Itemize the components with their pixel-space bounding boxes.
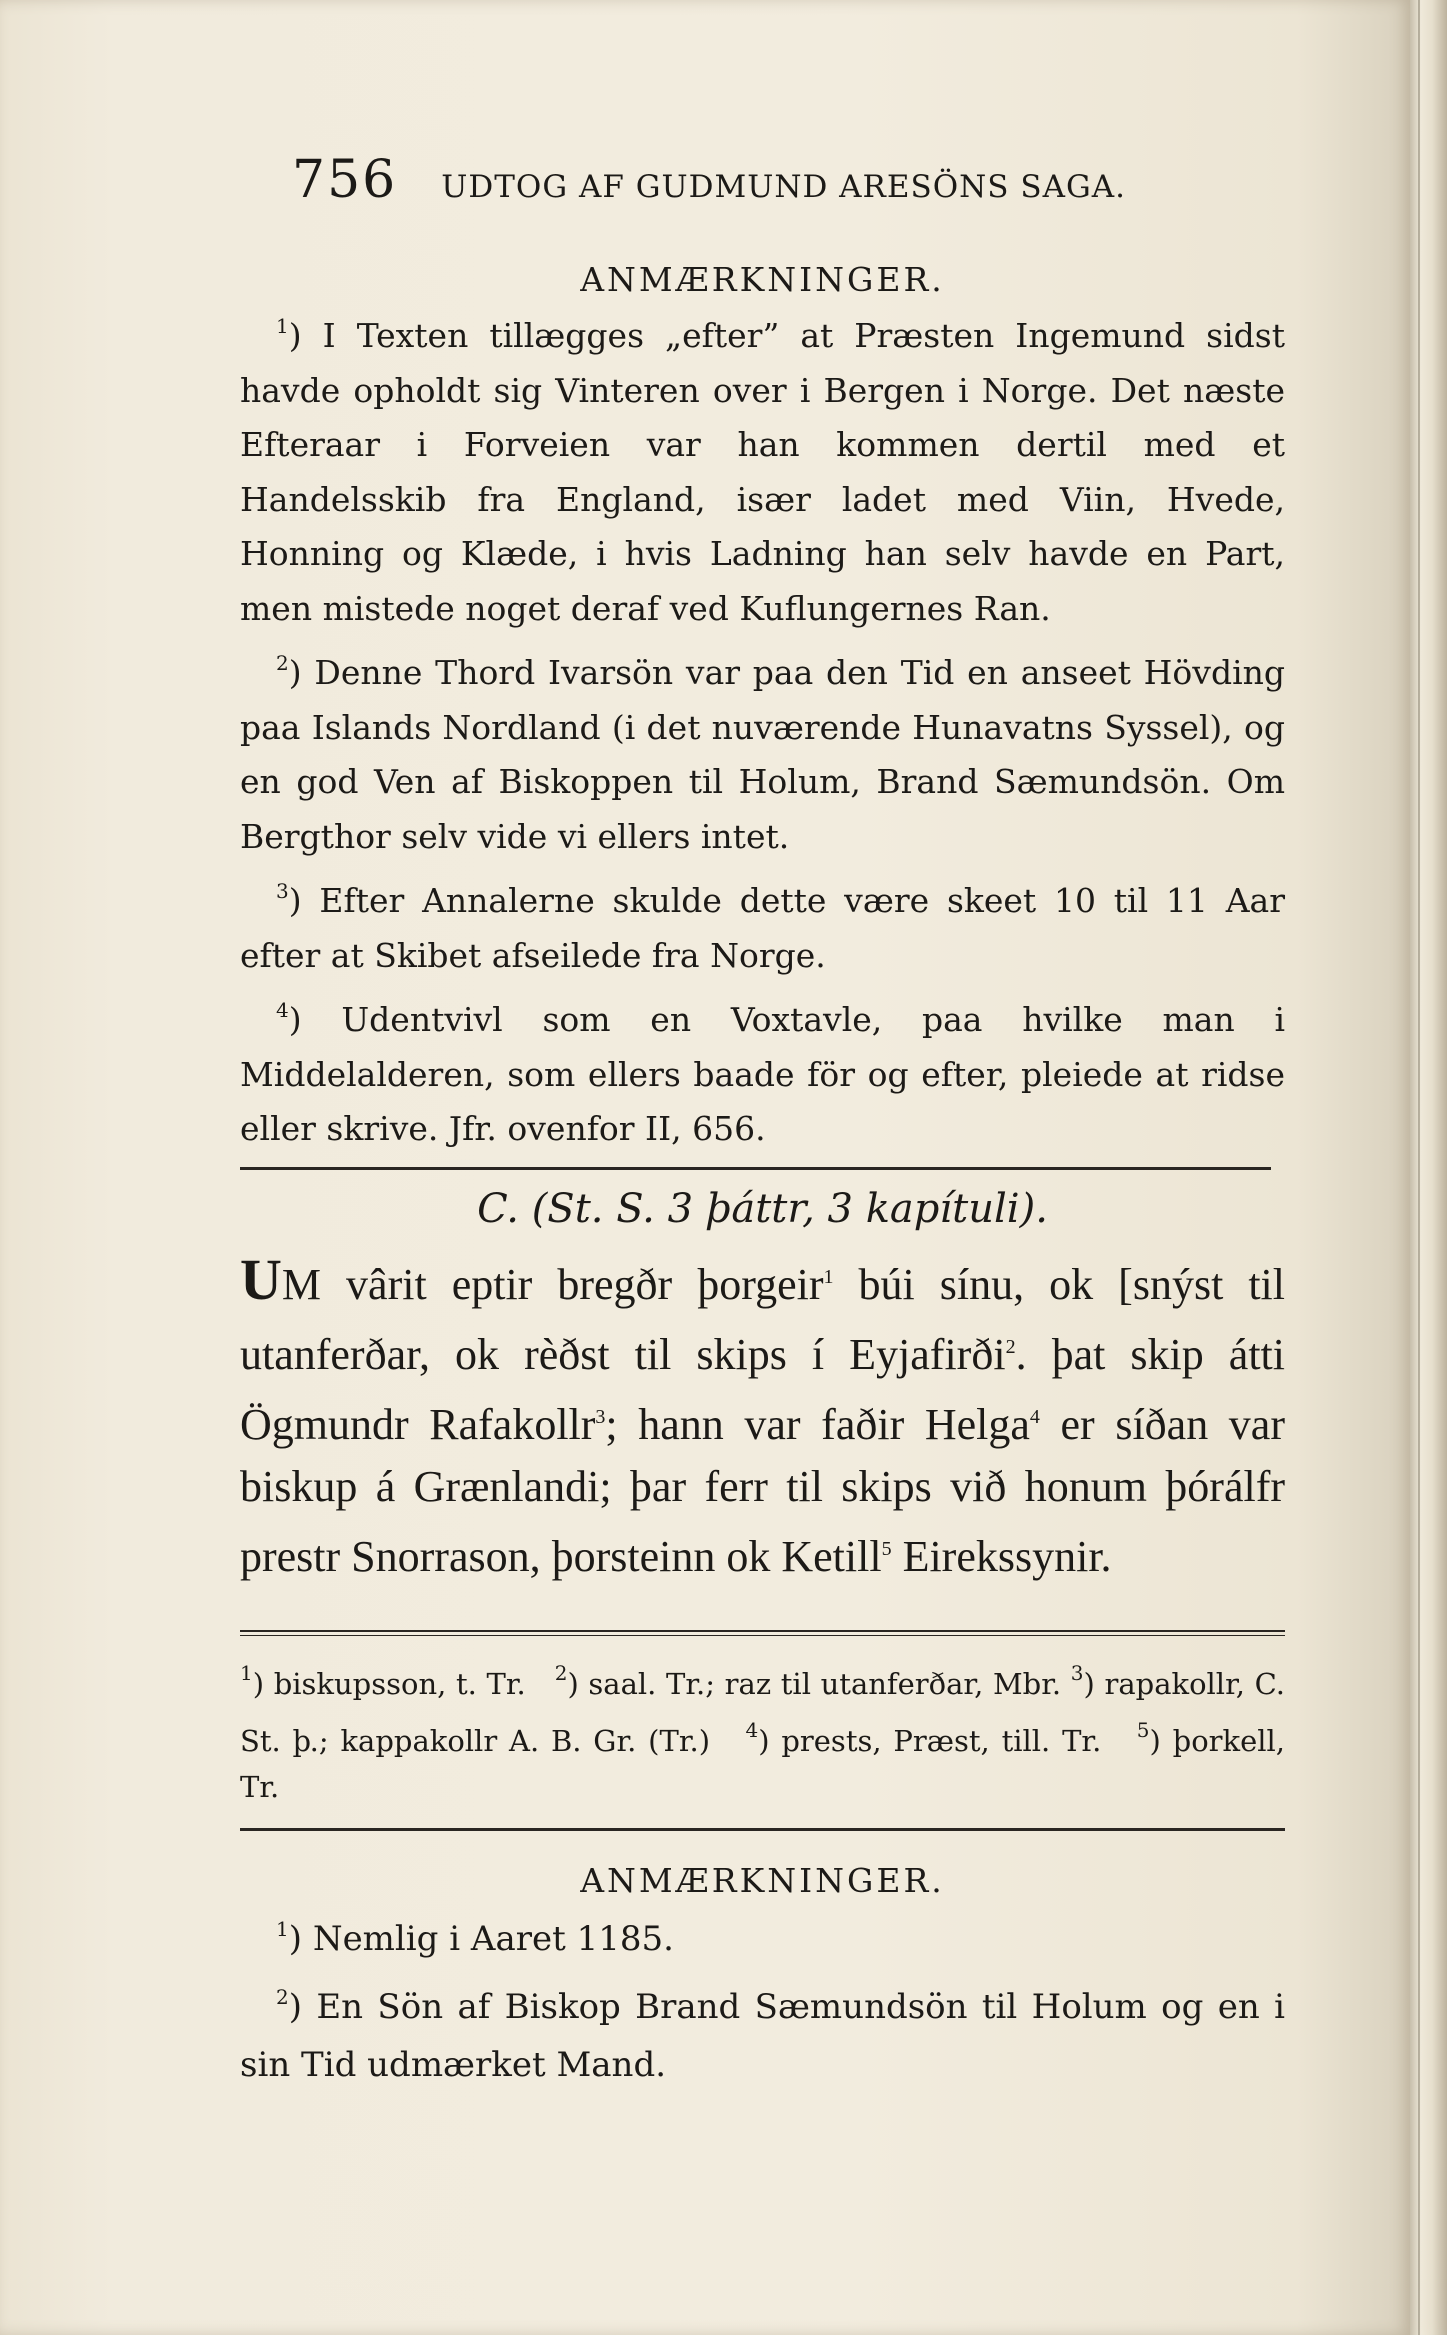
saga-segment: ; hann var faðir Helga (605, 1399, 1030, 1449)
variant-text: prests, Præst, till. Tr. (781, 1723, 1102, 1758)
variant-number: 4 (745, 1717, 759, 1742)
note-item: $^1$) I Texten tillægges „efter” at Præsten Ingemund sidst havde opholdt sig Vinteren over i Bergen i Norge. Det næste Efteraar i Forveien var han kommen dertil med et Handelsskib fra England, især ladet med Viin, Hvede, Honning og Klæde, i hvis Ladning han selv havde en Part, men mistede noget deraf ved Kuflungernes Ran. (240, 314, 1285, 628)
footnote-ref: 5 (881, 1537, 892, 1560)
saga-segment: Eirekssynir. (891, 1531, 1112, 1581)
footnote-ref: 4 (1029, 1405, 1040, 1428)
notes-bottom (240, 1861, 1285, 2094)
saga-paragraph (240, 1246, 1285, 1588)
notes-heading: ANMÆRKNINGER. (580, 260, 945, 299)
drop-capital: U (240, 1246, 282, 1312)
variant-number: 3 (1070, 1660, 1084, 1685)
variant-text: rapakollr, C. St. þ.; kappakollr A. B. Gr. (Tr.) (240, 1666, 1285, 1758)
page-number: 756 (292, 150, 398, 210)
saga-segment: . þat skip átti Ögmundr Rafakollr (240, 1329, 1285, 1449)
note-number: 2 (276, 651, 289, 675)
variant-text: saal. Tr.; raz til utanferðar, Mbr. (588, 1666, 1062, 1701)
note-text: Efter Annalerne skulde dette være skeet 10 til 11 Aar efter at Skibet afseilede fra Norge. (240, 881, 1285, 975)
footnote-ref: 3 (595, 1405, 606, 1428)
notes-list (240, 299, 1285, 1157)
running-title: UDTOG AF GUDMUND ARESÖNS SAGA. (441, 169, 1127, 205)
saga-segment: er síðan var biskup á Grænlandi; þar ferr til skips við honum þórálfr prestr Snorrason, þorsteinn ok Ketill (240, 1399, 1285, 1581)
note-item: $^2$) Denne Thord Ivarsön var paa den Tid en anseet Hövding paa Islands Nordland (i det nuværende Hunavatns Syssel), og en god Ven af Biskoppen til Holum, Brand Sæmundsön. Om Bergthor selv vide vi ellers intet. (240, 651, 1285, 856)
note-number: 2 (276, 1984, 289, 2009)
variant-text: biskupsson, t. Tr. (273, 1666, 526, 1701)
note-number: 3 (276, 879, 289, 903)
notes-list (240, 1900, 1285, 2094)
footnote-ref: 2 (1005, 1335, 1016, 1358)
variants-rule (240, 1630, 1285, 1636)
notes-top (240, 260, 1285, 1157)
note-item: $^4$) Udentvivl som en Voxtavle, paa hvilke man i Middelalderen, som ellers baade för og efter, pleiede at ridse eller skrive. Jfr. ovenfor II, 656. (240, 998, 1285, 1148)
note-item: $^2$) En Sön af Biskop Brand Sæmundsön til Holum og en i sin Tid udmærket Mand. (240, 1984, 1285, 2085)
saga-segment: vârit eptir bregðr þorgeir (321, 1259, 824, 1309)
note-text: I Texten tillægges „efter” at Præsten Ingemund sidst havde opholdt sig Vinteren over i Bergen i Norge. Det næste Efteraar i Forveien var han kommen dertil med et Handelsskib fra England, især ladet med Viin, Hvede, Honning og Klæde, i hvis Ladning han selv havde en Part, men mistede noget deraf ved Kuflungernes Ran. (240, 316, 1285, 628)
variants-paragraph: $^1$) biskupsson, t. Tr. $^2$) saal. Tr.; raz til utanferðar, Mbr. $^3$) rapakollr, C. St. þ.; kappakollr A. B. Gr. (Tr.) $^4$) prests, Præst, till. Tr. $^5$) þorkell, Tr. (240, 1660, 1286, 1804)
note-text: Udentvivl som en Voxtavle, paa hvilke man i Middelalderen, som ellers baade för og efter, pleiede at ridse eller skrive. Jfr. ovenfor II, 656. (240, 1000, 1285, 1148)
note-number: 4 (276, 998, 289, 1022)
note-item: $^3$) Efter Annalerne skulde dette være skeet 10 til 11 Aar efter at Skibet afseilede fra Norge. (240, 879, 1285, 975)
running-head (292, 150, 1285, 230)
divider-rule (240, 1828, 1285, 1831)
page-edge (1410, 0, 1447, 2335)
section-heading: C. (St. S. 3 þáttr, 3 kapítuli). (477, 1185, 1048, 1232)
footnote-ref: 1 (823, 1265, 834, 1288)
first-word-rest: M (281, 1259, 322, 1309)
note-item: $^1$) Nemlig i Aaret 1185. (276, 1916, 674, 1959)
notes-heading: ANMÆRKNINGER. (580, 1860, 945, 1900)
note-text: En Sön af Biskop Brand Sæmundsön til Holum og en i sin Tid udmærket Mand. (240, 1986, 1285, 2085)
saga-text (240, 1246, 1285, 1588)
variant-number: 2 (554, 1660, 568, 1685)
variant-number: 1 (240, 1660, 253, 1685)
note-number: 1 (276, 1916, 289, 1941)
page-content (240, 150, 1285, 2094)
variant-text: þorkell, Tr. (240, 1723, 1286, 1804)
note-text: Denne Thord Ivarsön var paa den Tid en anseet Hövding paa Islands Nordland (i det nuværende Hunavatns Syssel), og en god Ven af Biskoppen til Holum, Brand Sæmundsön. Om Bergthor selv vide vi ellers intet. (240, 653, 1285, 856)
note-text: Nemlig i Aaret 1185. (312, 1918, 674, 1959)
variant-number: 5 (1136, 1717, 1150, 1742)
saga-segment: búi sínu, ok [snýst til utanferðar, ok rèðst til skips í Eyjafirði (240, 1259, 1286, 1379)
variant-readings (240, 1650, 1285, 1810)
divider-rule (240, 1167, 1271, 1170)
note-number: 1 (276, 314, 289, 338)
